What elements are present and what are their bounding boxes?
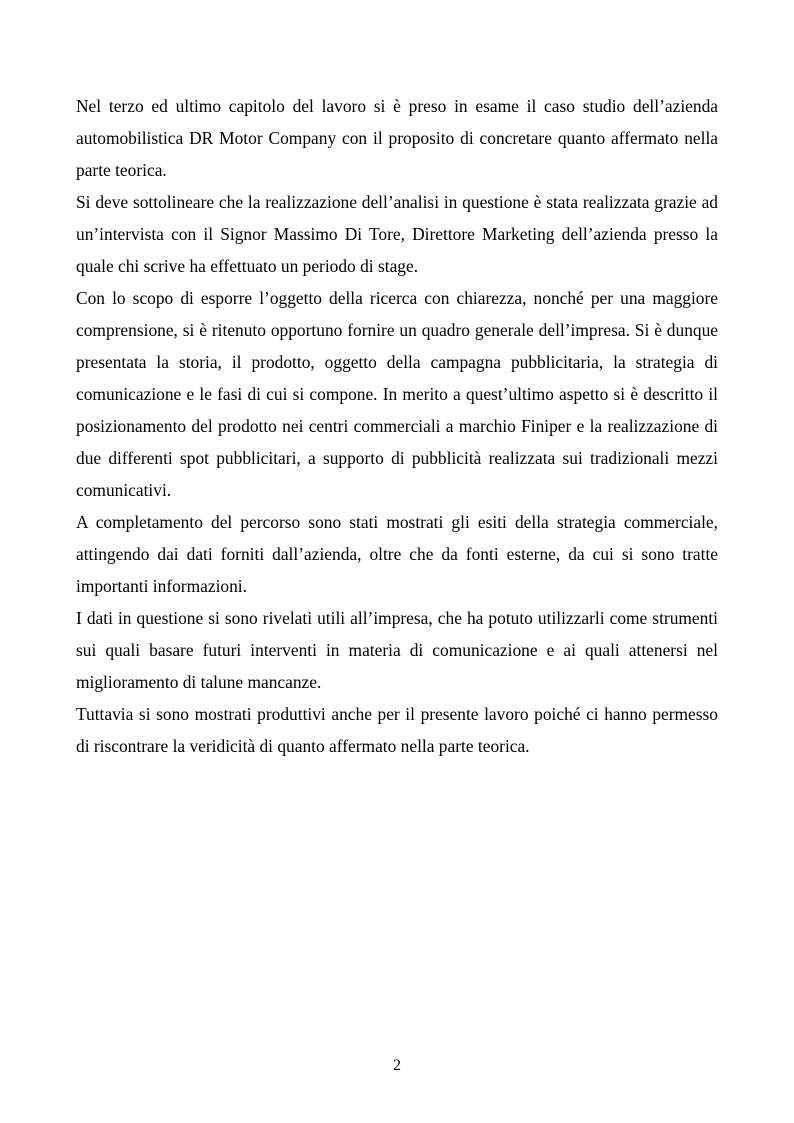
paragraph-2: Si deve sottolineare che la realizzazione dell’analisi in questione è stata realizzata grazie ad un’intervista con il Signor Massimo Di Tore, Direttore Marketing dell’azienda presso la quale chi scrive ha effettuato un periodo di stage. — [76, 192, 718, 276]
paragraph-1: Nel terzo ed ultimo capitolo del lavoro si è preso in esame il caso studio dell’azienda automobilistica DR Motor Company con il proposito di concretare quanto affermato nella parte teorica. — [76, 96, 718, 180]
paragraph-5: I dati in questione si sono rivelati utili all’impresa, che ha potuto utilizzarli come strumenti sui quali basare futuri interventi in materia di comunicazione e ai quali attenersi nel miglioramento di talune mancanze. — [76, 608, 718, 692]
paragraph-3: Con lo scopo di esporre l’oggetto della ricerca con chiarezza, nonché per una maggiore comprensione, si è ritenuto opportuno fornire un quadro generale dell’impresa. Si è dunque presentata la storia, il prodotto, oggetto della campagna pubblicitaria, la strategia di comunicazione e le fasi di cui si compone. In merito a quest’ultimo aspetto si è descritto il posizionamento del prodotto nei centri commerciali a marchio Finiper e la realizzazione di due differenti spot pubblicitari, a supporto di pubblicità realizzata sui tradizionali mezzi comunicativi. — [76, 288, 718, 500]
page-number: 2 — [393, 1057, 401, 1074]
body-text — [76, 90, 718, 762]
paragraph-4: A completamento del percorso sono stati mostrati gli esiti della strategia commerciale, attingendo dai dati forniti dall’azienda, oltre che da fonti esterne, da cui si sono tratte importanti informazioni. — [76, 512, 718, 596]
paragraph-6: Tuttavia si sono mostrati produttivi anche per il presente lavoro poiché ci hanno permesso di riscontrare la veridicità di quanto affermato nella parte teorica. — [76, 704, 718, 756]
